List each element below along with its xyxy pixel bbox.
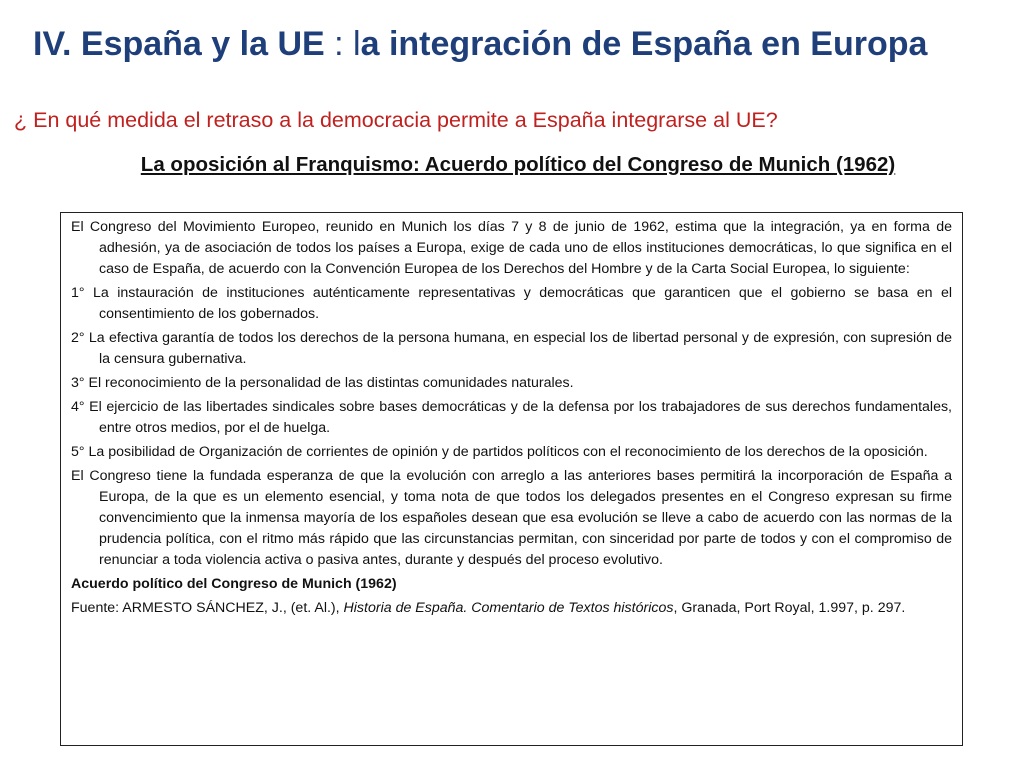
- document-heading: La oposición al Franquismo: Acuerdo político del Congreso de Munich (1962): [140, 153, 896, 176]
- slide-title: [33, 20, 927, 68]
- source-prefix: Fuente: ARMESTO SÁNCHEZ, J., (et. Al.),: [71, 600, 344, 616]
- point-4: 4° El ejercicio de las libertades sindicales sobre bases democráticas y de la defensa por los trabajadores de sus derechos fundamentales, entre otros medios, por el de huelga.: [71, 399, 952, 436]
- point-1: 1° La instauración de instituciones auténticamente representativas y democráticas que garanticen que el gobierno se basa en el consentimiento de los gobernados.: [71, 285, 952, 322]
- source-book-title: Historia de España. Comentario de Textos históricos: [343, 600, 674, 616]
- point-3: 3° El reconocimiento de la personalidad de las distintas comunidades naturales.: [71, 375, 574, 391]
- document-text-box: [60, 212, 963, 746]
- point-5: 5° La posibilidad de Organización de corrientes de opinión y de partidos políticos con el reconocimiento de los derechos de la oposición.: [71, 444, 928, 460]
- title-part-1: IV. España y la UE: [33, 25, 325, 63]
- guiding-question: ¿ En qué medida el retraso a la democracia permite a España integrarse al UE?: [14, 108, 778, 132]
- source-suffix: , Granada, Port Royal, 1.997, p. 297.: [673, 600, 906, 616]
- document-source: [71, 598, 952, 619]
- document-intro: El Congreso del Movimiento Europeo, reunido en Munich los días 7 y 8 de junio de 1962, estima que la integración, ya en forma de adhesión, ya de asociación de todos los países a Europa, exige de cada uno de ellos instituciones democráticas, lo que significa en el caso de España, de acuerdo con la Convención Europea de los Derechos del Hombre y de la Carta Social Europea, lo siguiente:: [71, 219, 952, 277]
- document-conclusion: El Congreso tiene la fundada esperanza de que la evolución con arreglo a las anteriores bases permitirá la incorporación de España a Europa, de la que es un elemento esencial, y toma nota de que todos los delegados presentes en el Congreso expresan su firme convencimiento que la inmensa mayoría de los españoles desean que esa evolución se lleve a cabo de acuerdo con las normas de la prudencia política, con el ritmo más rápido que las circunstancias permitan, con sinceridad por parte de todos y con el compromiso de renunciar a toda violencia activa o pasiva antes, durante y después del proceso evolutivo.: [71, 468, 952, 568]
- title-separator: : l: [324, 25, 361, 63]
- document-signature: Acuerdo político del Congreso de Munich (1962): [71, 576, 397, 592]
- title-part-2: a integración de España en Europa: [360, 25, 928, 63]
- point-2: 2° La efectiva garantía de todos los derechos de la persona humana, en especial los de libertad personal y de expresión, con supresión de la censura gubernativa.: [71, 330, 952, 367]
